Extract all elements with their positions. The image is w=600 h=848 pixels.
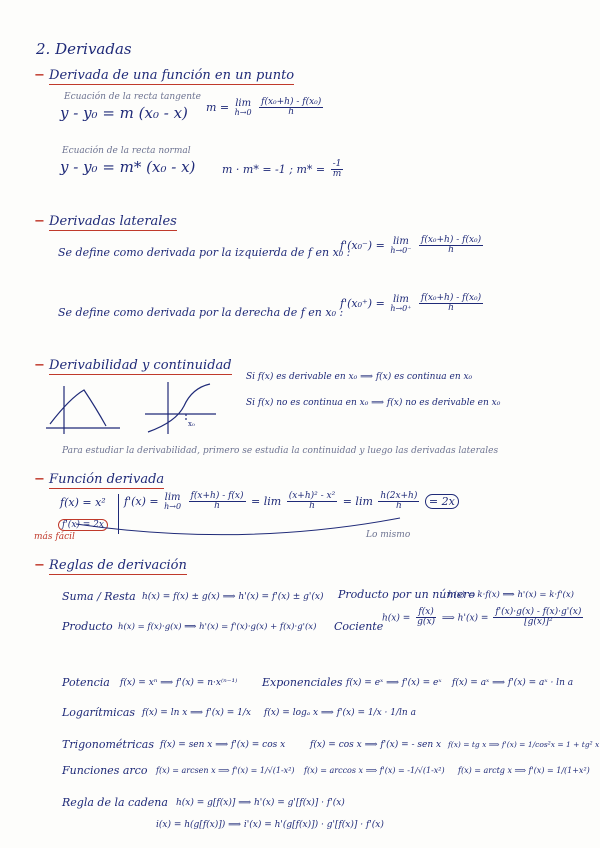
rule-numero-eq: h(x) = k·f(x) ⟹ h'(x) = k·f'(x)	[448, 590, 574, 600]
graph1-curve	[50, 390, 106, 426]
continuity-sketches	[40, 378, 220, 438]
easier-note: más fácil	[34, 532, 75, 542]
rule-potencia-label: Potencia	[62, 676, 110, 689]
normal-equation: y - y₀ = m* (x₀ - x)	[60, 158, 196, 176]
example-derivative: f'(x) = 2x	[58, 520, 108, 530]
rule-suma-eq: h(x) = f(x) ± g(x) ⟹ h'(x) = f'(x) ± g'(x)	[142, 592, 324, 602]
section-derivada-punto-heading: − Derivada de una función en un punto	[34, 68, 295, 83]
rule-cadena-eq2: i(x) = h(g[f(x)]) ⟹ i'(x) = h'(g[f(x)]) · g'[f(x)] · f'(x)	[156, 820, 384, 830]
right-derivative-text: Se define como derivada por la derecha de f en x₀ :	[58, 306, 344, 319]
rule-log-label: Logarítmicas	[62, 706, 136, 719]
rule-derivable-continua: Si f(x) es derivable en x₀ ⟹ f(x) es continua en x₀	[246, 372, 473, 382]
graph-x0-label: x₀	[188, 420, 195, 428]
rule-no-continua: Si f(x) no es continua en x₀ ⟹ f(x) no es derivable en x₀	[246, 398, 501, 408]
rule-arc-eq1: f(x) = arcsen x ⟹ f'(x) = 1/√(1-x²)	[156, 766, 295, 775]
normal-slope-relation: m · m* = -1 ; m* = $\frac{-1}{m}$	[222, 159, 342, 180]
rule-exp-eq1: f(x) = eˣ ⟹ f'(x) = eˣ	[346, 678, 442, 688]
study-note: Para estudiar la derivabilidad, primero se estudia la continuidad y luego las derivadas laterales	[62, 446, 499, 456]
rule-trig-label: Trigonométricas	[62, 738, 154, 751]
derivation-chain: f'(x) = lim h→0 $\frac{f(x+h) - f(x)}{h}$ = lim $\frac{\text{(x+h)² - x²}}{h}$ = lim $\frac{h(2x+h)}{h}$ = 2x	[124, 492, 459, 512]
page-title: 2. Derivadas	[36, 40, 132, 58]
rule-trig-eq3: f(x) = tg x ⟹ f'(x) = 1/cos²x = 1 + tg² x	[448, 740, 600, 749]
graph2-curve	[148, 384, 210, 432]
rule-arc-eq3: f(x) = arctg x ⟹ f'(x) = 1/(1+x²)	[458, 766, 590, 775]
rule-numero-label: Producto por un número	[338, 588, 476, 601]
section-reglas-heading: − Reglas de derivación	[34, 558, 187, 573]
section-laterales-heading: − Derivadas laterales	[34, 214, 177, 229]
rule-exponenciales-label: Exponenciales	[262, 676, 343, 689]
rule-log-eq1: f(x) = ln x ⟹ f'(x) = 1/x	[142, 708, 251, 718]
left-derivative-formula: f'(x₀⁻) = lim h→0⁻ $\frac{\text{f(x₀+h) - f(x₀)}}{h}$	[340, 235, 482, 256]
rule-arc-eq2: f(x) = arccos x ⟹ f'(x) = -1/√(1-x²)	[304, 766, 445, 775]
right-derivative-formula: f'(x₀⁺) = lim h→0⁺ $\frac{\text{f(x₀+h) - f(x₀)}}{h}$	[340, 293, 482, 314]
left-derivative-text: Se define como derivada por la izquierda de f en x₀ :	[58, 246, 351, 259]
example-function: f(x) = x²	[60, 496, 106, 509]
rule-suma-label: Suma / Resta	[62, 590, 136, 603]
normal-label: Ecuación de la recta normal	[62, 146, 191, 156]
rule-cociente-eq: h(x) = $\frac{f(x)}{g(x)}$ ⟹ h'(x) = $\frac{f'(x)\cdot g(x) - f(x)\cdot g'(x)}{\text{[g(x)]²}}$	[382, 607, 582, 628]
rule-arco-label: Funciones arco	[62, 764, 148, 777]
rule-cociente-label: Cociente	[334, 620, 384, 633]
rule-cadena-eq1: h(x) = g[f(x)] ⟹ h'(x) = g'[f(x)] · f'(x)	[176, 798, 345, 808]
rule-producto-label: Producto	[62, 620, 113, 633]
rule-exp-eq2: f(x) = aˣ ⟹ f'(x) = aˣ · ln a	[452, 678, 574, 688]
rule-potencia-eq: f(x) = xⁿ ⟹ f'(x) = n·x⁽ⁿ⁻¹⁾	[120, 678, 238, 688]
rule-cadena-label: Regla de la cadena	[62, 796, 168, 809]
same-arrow	[70, 514, 410, 540]
rule-trig-eq2: f(x) = cos x ⟹ f'(x) = - sen x	[310, 740, 442, 750]
slope-formula: m = lim h→0 $\frac{\text{f(x₀+h) - f(x₀)}}{h}$	[206, 97, 322, 118]
section-derivabilidad-heading: − Derivabilidad y continuidad	[34, 358, 232, 373]
tangent-equation: y - y₀ = m (x₀ - x)	[60, 104, 188, 122]
rule-log-eq2: f(x) = logₐ x ⟹ f'(x) = 1/x · 1/ln a	[264, 708, 416, 718]
rule-trig-eq1: f(x) = sen x ⟹ f'(x) = cos x	[160, 740, 286, 750]
section-funcion-derivada-heading: − Función derivada	[34, 472, 165, 487]
tangent-label: Ecuación de la recta tangente	[64, 92, 201, 102]
rule-producto-eq: h(x) = f(x)·g(x) ⟹ h'(x) = f'(x)·g(x) + f(x)·g'(x)	[118, 622, 317, 632]
lo-mismo-note: Lo mismo	[366, 530, 411, 540]
